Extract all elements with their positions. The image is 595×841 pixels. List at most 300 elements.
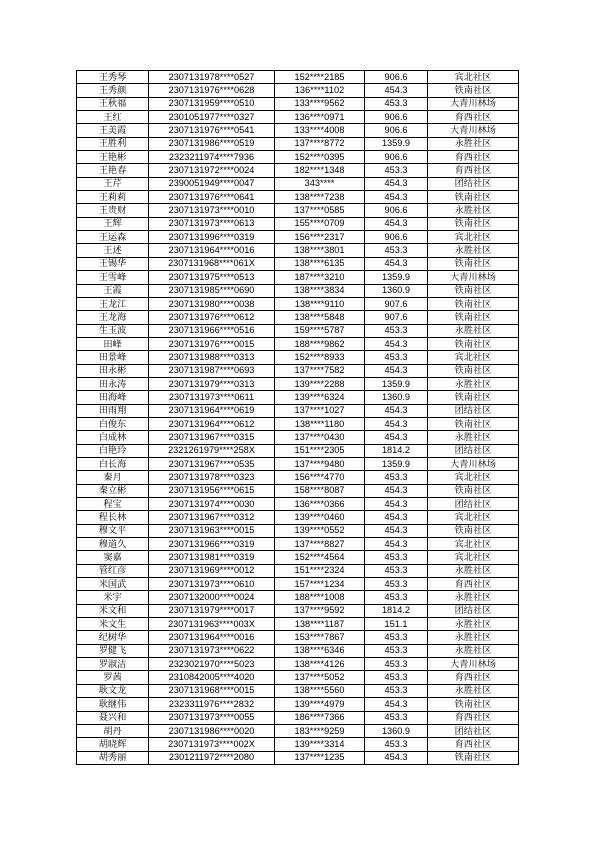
table-row bbox=[77, 97, 519, 110]
id-number-cell: 2307131986****0020 bbox=[149, 724, 275, 737]
id-number-cell: 2307131980****0038 bbox=[149, 297, 275, 310]
name-cell: 聂兴和 bbox=[77, 711, 149, 724]
amount-cell: 453.3 bbox=[365, 578, 428, 591]
id-number-cell: 2307131964****0016 bbox=[149, 244, 275, 257]
table-row bbox=[77, 698, 519, 711]
name-cell: 王雪峰 bbox=[77, 271, 149, 284]
name-cell: 米文和 bbox=[77, 604, 149, 617]
id-number-cell: 2307131964****0619 bbox=[149, 404, 275, 417]
phone-cell: 139****3314 bbox=[275, 738, 365, 751]
amount-cell: 454.3 bbox=[365, 177, 428, 190]
id-number-cell: 2307131978****0527 bbox=[149, 71, 275, 84]
table-row bbox=[77, 257, 519, 270]
community-cell: 铁南社区 bbox=[428, 524, 519, 537]
phone-cell: 182****1348 bbox=[275, 164, 365, 177]
community-cell: 永胜社区 bbox=[428, 564, 519, 577]
table-row bbox=[77, 364, 519, 377]
phone-cell: 188****1008 bbox=[275, 591, 365, 604]
id-number-cell: 2307131976****0015 bbox=[149, 337, 275, 350]
name-cell: 穆道久 bbox=[77, 538, 149, 551]
community-cell: 团结社区 bbox=[428, 444, 519, 457]
name-cell: 王艳春 bbox=[77, 164, 149, 177]
community-cell: 团结社区 bbox=[428, 498, 519, 511]
phone-cell: 136****0366 bbox=[275, 498, 365, 511]
community-cell: 团结社区 bbox=[428, 724, 519, 737]
table-row bbox=[77, 71, 519, 84]
phone-cell: 137****0585 bbox=[275, 204, 365, 217]
table-row bbox=[77, 311, 519, 324]
table-row bbox=[77, 511, 519, 524]
community-cell: 宾北社区 bbox=[428, 551, 519, 564]
amount-cell: 453.3 bbox=[365, 631, 428, 644]
amount-cell: 453.3 bbox=[365, 564, 428, 577]
community-cell: 永胜社区 bbox=[428, 244, 519, 257]
amount-cell: 454.3 bbox=[365, 257, 428, 270]
name-cell: 王秀琴 bbox=[77, 71, 149, 84]
name-cell: 王秋福 bbox=[77, 97, 149, 110]
community-cell: 大青川林场 bbox=[428, 271, 519, 284]
name-cell: 罗淑洁 bbox=[77, 658, 149, 671]
phone-cell: 138****6346 bbox=[275, 644, 365, 657]
amount-cell: 453.3 bbox=[365, 738, 428, 751]
name-cell: 管红彦 bbox=[77, 564, 149, 577]
name-cell: 秦月 bbox=[77, 471, 149, 484]
community-cell: 铁南社区 bbox=[428, 284, 519, 297]
community-cell: 大青川林场 bbox=[428, 457, 519, 470]
name-cell: 耿继伟 bbox=[77, 698, 149, 711]
phone-cell: 137****7582 bbox=[275, 364, 365, 377]
table-row bbox=[77, 457, 519, 470]
id-number-cell: 2307131976****0541 bbox=[149, 124, 275, 137]
phone-cell: 156****4770 bbox=[275, 471, 365, 484]
amount-cell: 454.3 bbox=[365, 404, 428, 417]
table-row bbox=[77, 538, 519, 551]
name-cell: 田峰 bbox=[77, 337, 149, 350]
amount-cell: 454.3 bbox=[365, 498, 428, 511]
table-row bbox=[77, 284, 519, 297]
community-cell: 永胜社区 bbox=[428, 137, 519, 150]
table-row bbox=[77, 164, 519, 177]
name-cell: 王胜利 bbox=[77, 137, 149, 150]
phone-cell: 152****8933 bbox=[275, 351, 365, 364]
table-row bbox=[77, 711, 519, 724]
table-row bbox=[77, 444, 519, 457]
table-row bbox=[77, 578, 519, 591]
name-cell: 程宝 bbox=[77, 498, 149, 511]
name-cell: 程长林 bbox=[77, 511, 149, 524]
community-cell: 铁南社区 bbox=[428, 391, 519, 404]
name-cell: 秦立彬 bbox=[77, 484, 149, 497]
community-cell: 铁南社区 bbox=[428, 417, 519, 430]
table-row bbox=[77, 217, 519, 230]
name-cell: 王霞 bbox=[77, 284, 149, 297]
id-number-cell: 2307131968****061X bbox=[149, 257, 275, 270]
amount-cell: 1359.9 bbox=[365, 137, 428, 150]
phone-cell: 138****3801 bbox=[275, 244, 365, 257]
community-cell: 铁南社区 bbox=[428, 311, 519, 324]
name-cell: 王艳彬 bbox=[77, 151, 149, 164]
phone-cell: 137****1027 bbox=[275, 404, 365, 417]
amount-cell: 453.3 bbox=[365, 244, 428, 257]
amount-cell: 453.3 bbox=[365, 684, 428, 697]
id-number-cell: 2301211972****2080 bbox=[149, 751, 275, 764]
id-number-cell: 2301051977****0327 bbox=[149, 111, 275, 124]
name-cell: 王芹 bbox=[77, 177, 149, 190]
table-row bbox=[77, 631, 519, 644]
id-number-cell: 2307131978****0323 bbox=[149, 471, 275, 484]
table-row bbox=[77, 484, 519, 497]
amount-cell: 454.3 bbox=[365, 364, 428, 377]
table-row bbox=[77, 524, 519, 537]
phone-cell: 139****4979 bbox=[275, 698, 365, 711]
table-row bbox=[77, 84, 519, 97]
community-cell: 永胜社区 bbox=[428, 591, 519, 604]
name-cell: 纪树华 bbox=[77, 631, 149, 644]
name-cell: 罗茜 bbox=[77, 671, 149, 684]
phone-cell: 138****3834 bbox=[275, 284, 365, 297]
name-cell: 王贵财 bbox=[77, 204, 149, 217]
amount-cell: 906.6 bbox=[365, 151, 428, 164]
amount-cell: 1360.9 bbox=[365, 391, 428, 404]
phone-cell: 137****1235 bbox=[275, 751, 365, 764]
name-cell: 米文生 bbox=[77, 618, 149, 631]
id-number-cell: 2307131968****0015 bbox=[149, 684, 275, 697]
table-row bbox=[77, 471, 519, 484]
id-number-cell: 2307131973****0610 bbox=[149, 578, 275, 591]
amount-cell: 906.6 bbox=[365, 71, 428, 84]
community-cell: 铁南社区 bbox=[428, 364, 519, 377]
phone-cell: 138****9110 bbox=[275, 297, 365, 310]
id-number-cell: 2323211974****7936 bbox=[149, 151, 275, 164]
phone-cell: 139****6324 bbox=[275, 391, 365, 404]
phone-cell: 137****0430 bbox=[275, 431, 365, 444]
id-number-cell: 2307131976****0612 bbox=[149, 311, 275, 324]
community-cell: 育西社区 bbox=[428, 671, 519, 684]
name-cell: 田雨翔 bbox=[77, 404, 149, 417]
community-cell: 永胜社区 bbox=[428, 684, 519, 697]
table-row bbox=[77, 111, 519, 124]
phone-cell: 138****5560 bbox=[275, 684, 365, 697]
table-row bbox=[77, 724, 519, 737]
phone-cell: 155****0709 bbox=[275, 217, 365, 230]
table-row bbox=[77, 671, 519, 684]
name-cell: 田景峰 bbox=[77, 351, 149, 364]
table-row bbox=[77, 151, 519, 164]
id-number-cell: 2307131964****0016 bbox=[149, 631, 275, 644]
amount-cell: 1360.9 bbox=[365, 284, 428, 297]
id-number-cell: 2307131956****0615 bbox=[149, 484, 275, 497]
name-cell: 米国武 bbox=[77, 578, 149, 591]
amount-cell: 453.3 bbox=[365, 97, 428, 110]
community-cell: 育西社区 bbox=[428, 578, 519, 591]
id-number-cell: 2307131981****0319 bbox=[149, 551, 275, 564]
table-row bbox=[77, 124, 519, 137]
id-number-cell: 2307131973****0622 bbox=[149, 644, 275, 657]
table-row bbox=[77, 137, 519, 150]
name-cell: 王红 bbox=[77, 111, 149, 124]
phone-cell: 137****8772 bbox=[275, 137, 365, 150]
phone-cell: 187****3210 bbox=[275, 271, 365, 284]
phone-cell: 151****2305 bbox=[275, 444, 365, 457]
community-cell: 大青川林场 bbox=[428, 658, 519, 671]
id-number-cell: 2307131979****0017 bbox=[149, 604, 275, 617]
table-row bbox=[77, 391, 519, 404]
name-cell: 生玉波 bbox=[77, 324, 149, 337]
phone-cell: 137****8827 bbox=[275, 538, 365, 551]
name-cell: 田海峰 bbox=[77, 391, 149, 404]
community-cell: 铁南社区 bbox=[428, 484, 519, 497]
name-cell: 王美霞 bbox=[77, 124, 149, 137]
phone-cell: 133****9562 bbox=[275, 97, 365, 110]
table-row bbox=[77, 604, 519, 617]
name-cell: 王龙江 bbox=[77, 297, 149, 310]
table-row bbox=[77, 551, 519, 564]
amount-cell: 907.6 bbox=[365, 311, 428, 324]
name-cell: 白俊东 bbox=[77, 417, 149, 430]
id-number-cell: 2307131963****003X bbox=[149, 618, 275, 631]
community-cell: 宾北社区 bbox=[428, 471, 519, 484]
phone-cell: 186****7366 bbox=[275, 711, 365, 724]
amount-cell: 453.3 bbox=[365, 351, 428, 364]
community-cell: 永胜社区 bbox=[428, 377, 519, 390]
name-cell: 罗健飞 bbox=[77, 644, 149, 657]
id-number-cell: 2307131986****0519 bbox=[149, 137, 275, 150]
table-row bbox=[77, 644, 519, 657]
amount-cell: 1814.2 bbox=[365, 444, 428, 457]
table-row bbox=[77, 324, 519, 337]
id-number-cell: 2307131988****0313 bbox=[149, 351, 275, 364]
amount-cell: 1814.2 bbox=[365, 604, 428, 617]
id-number-cell: 2321261979****258X bbox=[149, 444, 275, 457]
name-cell: 王锡华 bbox=[77, 257, 149, 270]
id-number-cell: 2310842005****4020 bbox=[149, 671, 275, 684]
amount-cell: 453.3 bbox=[365, 591, 428, 604]
phone-cell: 138****5848 bbox=[275, 311, 365, 324]
amount-cell: 454.3 bbox=[365, 698, 428, 711]
phone-cell: 138****1187 bbox=[275, 618, 365, 631]
id-number-cell: 2307131973****0611 bbox=[149, 391, 275, 404]
amount-cell: 454.3 bbox=[365, 751, 428, 764]
amount-cell: 906.6 bbox=[365, 231, 428, 244]
id-number-cell: 2307132000****0024 bbox=[149, 591, 275, 604]
community-cell: 育西社区 bbox=[428, 164, 519, 177]
table-row bbox=[77, 244, 519, 257]
phone-cell: 137****5052 bbox=[275, 671, 365, 684]
community-cell: 育西社区 bbox=[428, 111, 519, 124]
name-cell: 白艳玲 bbox=[77, 444, 149, 457]
community-cell: 育西社区 bbox=[428, 151, 519, 164]
id-number-cell: 2307131973****002X bbox=[149, 738, 275, 751]
community-cell: 团结社区 bbox=[428, 604, 519, 617]
community-cell: 铁南社区 bbox=[428, 297, 519, 310]
phone-cell: 137****9480 bbox=[275, 457, 365, 470]
name-cell: 王辉 bbox=[77, 217, 149, 230]
community-cell: 宾北社区 bbox=[428, 231, 519, 244]
community-cell: 铁南社区 bbox=[428, 217, 519, 230]
amount-cell: 1359.9 bbox=[365, 377, 428, 390]
id-number-cell: 2323311976****2832 bbox=[149, 698, 275, 711]
phone-cell: 153****7867 bbox=[275, 631, 365, 644]
community-cell: 铁南社区 bbox=[428, 698, 519, 711]
phone-cell: 133****4008 bbox=[275, 124, 365, 137]
name-cell: 王运森 bbox=[77, 231, 149, 244]
table-row bbox=[77, 564, 519, 577]
phone-cell: 138****4126 bbox=[275, 658, 365, 671]
amount-cell: 453.3 bbox=[365, 324, 428, 337]
table-row bbox=[77, 684, 519, 697]
name-cell: 白成林 bbox=[77, 431, 149, 444]
id-number-cell: 2307131987****0693 bbox=[149, 364, 275, 377]
id-number-cell: 2307131966****0319 bbox=[149, 538, 275, 551]
amount-cell: 906.6 bbox=[365, 204, 428, 217]
amount-cell: 453.3 bbox=[365, 164, 428, 177]
name-cell: 王龙海 bbox=[77, 311, 149, 324]
phone-cell: 138****7238 bbox=[275, 191, 365, 204]
id-number-cell: 2307131976****0628 bbox=[149, 84, 275, 97]
community-cell: 永胜社区 bbox=[428, 618, 519, 631]
table-row bbox=[77, 297, 519, 310]
phone-cell: 156****2317 bbox=[275, 231, 365, 244]
id-number-cell: 2390051949****0047 bbox=[149, 177, 275, 190]
name-cell: 白长海 bbox=[77, 457, 149, 470]
phone-cell: 139****2288 bbox=[275, 377, 365, 390]
amount-cell: 454.3 bbox=[365, 417, 428, 430]
amount-cell: 907.6 bbox=[365, 297, 428, 310]
phone-cell: 151****2324 bbox=[275, 564, 365, 577]
phone-cell: 188****9862 bbox=[275, 337, 365, 350]
id-number-cell: 2307131975****0513 bbox=[149, 271, 275, 284]
id-number-cell: 2307131966****0516 bbox=[149, 324, 275, 337]
amount-cell: 151.1 bbox=[365, 618, 428, 631]
amount-cell: 453.3 bbox=[365, 671, 428, 684]
roster-table bbox=[76, 70, 519, 765]
id-number-cell: 2307131974****0030 bbox=[149, 498, 275, 511]
community-cell: 大青川林场 bbox=[428, 97, 519, 110]
table-row bbox=[77, 191, 519, 204]
phone-cell: 183****9259 bbox=[275, 724, 365, 737]
community-cell: 永胜社区 bbox=[428, 204, 519, 217]
phone-cell: 152****0395 bbox=[275, 151, 365, 164]
amount-cell: 454.3 bbox=[365, 538, 428, 551]
id-number-cell: 2307131972****0024 bbox=[149, 164, 275, 177]
community-cell: 永胜社区 bbox=[428, 324, 519, 337]
amount-cell: 453.3 bbox=[365, 711, 428, 724]
name-cell: 胡晓辉 bbox=[77, 738, 149, 751]
community-cell: 铁南社区 bbox=[428, 257, 519, 270]
phone-cell: 138****1180 bbox=[275, 417, 365, 430]
name-cell: 田永彬 bbox=[77, 364, 149, 377]
phone-cell: 139****0552 bbox=[275, 524, 365, 537]
community-cell: 宾北社区 bbox=[428, 538, 519, 551]
phone-cell: 139****0460 bbox=[275, 511, 365, 524]
table-row bbox=[77, 751, 519, 764]
id-number-cell: 2307131973****0010 bbox=[149, 204, 275, 217]
id-number-cell: 2323021970****5023 bbox=[149, 658, 275, 671]
id-number-cell: 2307131967****0312 bbox=[149, 511, 275, 524]
table-row bbox=[77, 231, 519, 244]
name-cell: 窦嘉 bbox=[77, 551, 149, 564]
amount-cell: 453.3 bbox=[365, 471, 428, 484]
community-cell: 大青川林场 bbox=[428, 124, 519, 137]
community-cell: 育西社区 bbox=[428, 711, 519, 724]
table-row bbox=[77, 337, 519, 350]
id-number-cell: 2307131979****0313 bbox=[149, 377, 275, 390]
community-cell: 铁南社区 bbox=[428, 84, 519, 97]
amount-cell: 454.3 bbox=[365, 431, 428, 444]
amount-cell: 453.3 bbox=[365, 658, 428, 671]
name-cell: 王述 bbox=[77, 244, 149, 257]
id-number-cell: 2307131967****0535 bbox=[149, 457, 275, 470]
amount-cell: 906.6 bbox=[365, 111, 428, 124]
community-cell: 永胜社区 bbox=[428, 631, 519, 644]
table-row bbox=[77, 618, 519, 631]
phone-cell: 138****6135 bbox=[275, 257, 365, 270]
name-cell: 胡丹 bbox=[77, 724, 149, 737]
id-number-cell: 2307131969****0012 bbox=[149, 564, 275, 577]
id-number-cell: 2307131959****0510 bbox=[149, 97, 275, 110]
community-cell: 铁南社区 bbox=[428, 191, 519, 204]
phone-cell: 137****9592 bbox=[275, 604, 365, 617]
name-cell: 米宇 bbox=[77, 591, 149, 604]
amount-cell: 454.3 bbox=[365, 524, 428, 537]
id-number-cell: 2307131996****0319 bbox=[149, 231, 275, 244]
phone-cell: 158****8087 bbox=[275, 484, 365, 497]
name-cell: 田永涛 bbox=[77, 377, 149, 390]
name-cell: 王秀颜 bbox=[77, 84, 149, 97]
name-cell: 王莉莉 bbox=[77, 191, 149, 204]
community-cell: 永胜社区 bbox=[428, 431, 519, 444]
amount-cell: 453.3 bbox=[365, 644, 428, 657]
amount-cell: 454.3 bbox=[365, 337, 428, 350]
table-row bbox=[77, 204, 519, 217]
amount-cell: 453.3 bbox=[365, 551, 428, 564]
amount-cell: 454.3 bbox=[365, 511, 428, 524]
table-row bbox=[77, 404, 519, 417]
amount-cell: 454.3 bbox=[365, 84, 428, 97]
id-number-cell: 2307131973****0055 bbox=[149, 711, 275, 724]
phone-cell: 152****2185 bbox=[275, 71, 365, 84]
community-cell: 团结社区 bbox=[428, 177, 519, 190]
amount-cell: 1359.9 bbox=[365, 271, 428, 284]
id-number-cell: 2307131985****0690 bbox=[149, 284, 275, 297]
table-row bbox=[77, 658, 519, 671]
table-row bbox=[77, 738, 519, 751]
community-cell: 永胜社区 bbox=[428, 644, 519, 657]
community-cell: 宾北社区 bbox=[428, 71, 519, 84]
phone-cell: 343**** bbox=[275, 177, 365, 190]
community-cell: 育西社区 bbox=[428, 738, 519, 751]
id-number-cell: 2307131964****0612 bbox=[149, 417, 275, 430]
amount-cell: 1359.9 bbox=[365, 457, 428, 470]
community-cell: 宾北社区 bbox=[428, 511, 519, 524]
amount-cell: 454.3 bbox=[365, 191, 428, 204]
table-row bbox=[77, 271, 519, 284]
table-row bbox=[77, 417, 519, 430]
roster-table-body bbox=[77, 71, 519, 765]
amount-cell: 1360.9 bbox=[365, 724, 428, 737]
name-cell: 胡秀丽 bbox=[77, 751, 149, 764]
table-row bbox=[77, 591, 519, 604]
table-row bbox=[77, 498, 519, 511]
community-cell: 铁南社区 bbox=[428, 751, 519, 764]
table-row bbox=[77, 431, 519, 444]
name-cell: 穆文平 bbox=[77, 524, 149, 537]
amount-cell: 454.3 bbox=[365, 484, 428, 497]
id-number-cell: 2307131976****0641 bbox=[149, 191, 275, 204]
phone-cell: 136****1102 bbox=[275, 84, 365, 97]
community-cell: 铁南社区 bbox=[428, 337, 519, 350]
name-cell: 耿文龙 bbox=[77, 684, 149, 697]
